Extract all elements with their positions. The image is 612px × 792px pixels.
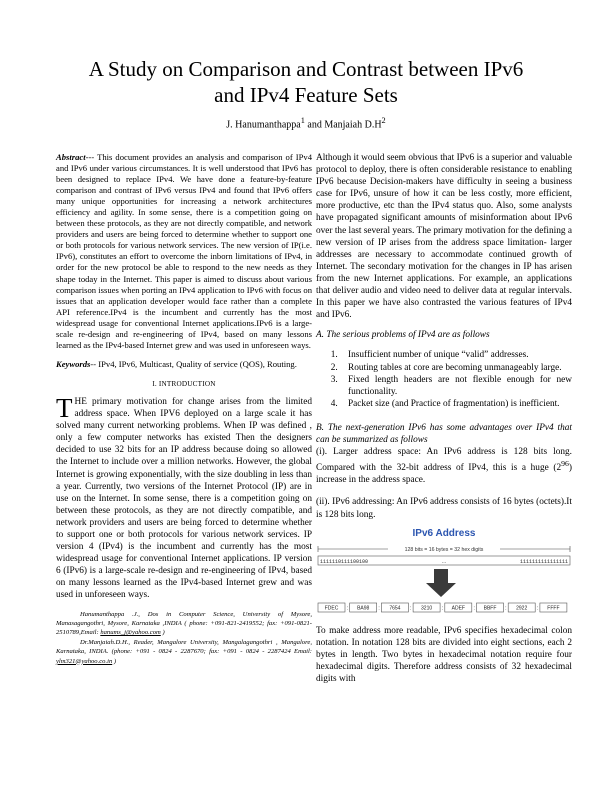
hex-group-label: BBFF — [483, 605, 497, 612]
right-column — [316, 152, 572, 685]
bits-label: 128 bits = 16 bytes = 32 hex digits — [404, 546, 484, 553]
title-line-2: and IPv4 Feature Sets — [214, 83, 398, 107]
problems-list — [316, 349, 572, 409]
hex-group-row — [318, 603, 567, 612]
footnote-2-end: ) — [112, 657, 117, 665]
advantage-1 — [316, 446, 572, 486]
footnote-author-1 — [56, 610, 312, 638]
hex-group-label: ADEF — [451, 605, 465, 612]
keywords — [56, 359, 312, 370]
keywords-label: Keywords-- — [56, 358, 97, 369]
advantage-1-text: (i). Larger address space: An IPv6 address is 128 bits long. Compared with the 32-bit address of IPv4, this is a huge (2 — [316, 447, 572, 474]
arrow-shaft — [434, 569, 448, 583]
binary-dots: … — [441, 558, 447, 565]
footnote-1-email-link[interactable]: hanums_j@yahoo.com — [100, 629, 161, 637]
author-1-sup: 1 — [300, 116, 305, 125]
footnote-author-2 — [56, 638, 312, 666]
introduction-paragraph — [56, 392, 312, 602]
right-paragraph-end: To make address more readable, IPv6 specifies hexadecimal colon notation. In notation 128 bits are divided into eight sections, each 2 bytes in length. Two bytes in hexadecimal notation require four hexadecimal digits. Therefore address consists of 32 hexadecimal digits with — [316, 625, 572, 684]
list-item: 1. Insufficient number of unique “valid” addresses. — [340, 349, 572, 361]
author-line — [40, 116, 572, 130]
binary-right: 1111111111111111 — [519, 558, 568, 565]
abstract — [56, 152, 312, 351]
hex-colon-separator: : — [505, 605, 507, 612]
advantage-1-sup: 96 — [561, 459, 569, 469]
hex-colon-separator: : — [346, 605, 349, 612]
binary-left: 1111110111100100 — [320, 558, 369, 565]
title-line-1: A Study on Comparison and Contrast between IPv6 — [88, 57, 524, 81]
left-column — [56, 152, 312, 666]
author-1: J. Hanumanthappa — [226, 119, 301, 131]
keywords-text: IPv4, IPv6, Multicast, Quality of service (QOS), Routing. — [96, 358, 297, 369]
advantage-1-end: ) increase in the address space. — [316, 463, 572, 486]
introduction-text: HE primary motivation for change arises from the limited address space. When IPV6 deployed on a large scale it has solved many current networking problems. When IP was defined , only a few computer networks has existed Then the designers decided to use 32 bits for an IP address because doing so allowed the Internet to include over a million networks. However, the global Internet is growing exponentially, with the size doubling in less than a year. Currently, two versions of the Internet Protocol (IP) are in use on the Internet. In some sense, there is a competition going on between these protocols, as they are not directly compatible, and network providers and users are being forced to determine whether to support one or both protocols for various network services. IP version 4 (IPv4) is the incumbent and currently has the most widespread usage for conventional Internet applications. IP version 6 (IPv6) is a large-scale re-design and re-engineering of IPv4, based on many lessons learned as the IPv4-based Internet grew and was used in unforeseen ways. — [56, 396, 312, 601]
paper-title — [40, 56, 572, 108]
drop-cap: T — [56, 392, 73, 423]
ipv6-address-diagram — [316, 527, 572, 623]
list-item: 2. Routing tables at core are becoming unmanageably large. — [340, 362, 572, 374]
footnote-1-end: ) — [160, 629, 165, 637]
footnote-2-text: Dr.Manjaiah.D.H., Reader, Mangalore University, Mangalagangothri , Mangalore, Karnataka, INDIA. (phone: +091 - 0824 - 2287670; fax: +091 - 0824 - 2287424 Email: — [56, 638, 312, 656]
subheading-a: A. The serious problems of IPv4 are as follows — [316, 330, 490, 341]
footnote-1-text: Hanumanthappa .J., Dos in Computer Science, University of Mysore, Manasagangothri, Mysore, Karnataka ,INDIA ( phone: +091-821-2419552; fax: +091-0821-2510789,Email: — [56, 610, 312, 637]
hex-group-label: FDEC — [324, 605, 339, 612]
subheading-b: B. The next-generation IPv6 has some advantages over IPv4 that can be summarized as follows — [316, 422, 572, 445]
hex-group-label: 2922 — [516, 605, 528, 612]
author-and: and — [304, 119, 325, 131]
hex-group-label: BA98 — [357, 605, 370, 612]
list-item: 4. Packet size (and Practice of fragmentation) is inefficient. — [340, 398, 572, 410]
author-2-sup: 2 — [381, 116, 386, 125]
hex-colon-separator: : — [441, 605, 444, 612]
hex-colon-separator: : — [473, 605, 475, 612]
footnote-2-email-link[interactable]: ylm321@yahoo.co.in — [56, 657, 113, 665]
hex-group-label: 7654 — [389, 605, 401, 612]
abstract-text: This document provides an analysis and comparison of IPv4 and IPv6 under various circumstances. It is well understood that IPv6 has been designed to replace IPv4. We have done a feature-by-feature comparison and contrast of IPv6 versus IPv4 and found that IPv6 offers many unique opportunities for increasing a network architectures efficiency and agility. In some sense, there is a competition going on between these protocols, as they are not directly compatible, and network providers and users are being forced to determine whether to support one or both protocols for various network services. The new version of IP(i.e. IPv6), constitutes an effort to overcome the inborn limitations of IPv4, in order for the new protocol be able to respond to the new needs as they shape today in the Internet. This paper is aimed to discuss about various comparison issues when porting an IPv4 application to IPv6 with focus on issues that an application developer would face rather than a complete API reference.IPv4 is the incumbent and currently has the most widespread usage for conventional Internet applications.IPv6 is a large-scale re-design and re-engineering of IPv4, based on many lessons learned as the IPv4-based Internet grew and was used in unforeseen ways. — [56, 152, 312, 350]
ipv6-address-figure — [316, 527, 572, 623]
hex-colon-separator: : — [410, 605, 412, 612]
author-2: Manjaiah D.H — [324, 119, 382, 131]
right-paragraph-1: Although it would seem obvious that IPv6 is a superior and valuable protocol to deploy, there is often considerable resistance to enabling IPv6 because Decision-makers have difficulty in seeing a business case for IPv6, unsure of how it can be less costly, more efficient, more productive, etc than the IPv4 status quo. Also, some analysts have propagated significant amounts of misinformation about IPv6 over the last several years. The primary motivation for the defining a new version of IP arises from the address space limitation- larger addresses are necessary to accommodate continued growth of Internet. The secondary motivation for the changes in IP has arisen from the new Internet applications. For example, an applications that deliver audio and video need to deliver data at regular intervals. In this paper we have also contrasted the various features of IPv4 and IPv6. — [316, 153, 572, 321]
abstract-label: Abstract--- — [56, 152, 95, 162]
figure-title: IPv6 Address — [412, 527, 476, 539]
advantage-2: (ii). IPv6 addressing: An IPv6 address consists of 16 bytes (octets).It is 128 bits long. — [316, 497, 572, 520]
list-item: 3. Fixed length headers are not flexible enough for new functionality. — [340, 374, 572, 398]
hex-colon-separator: : — [378, 605, 380, 612]
hex-colon-separator: : — [536, 605, 539, 612]
hex-group-label: 3210 — [421, 605, 433, 612]
down-arrow-icon — [426, 583, 456, 597]
section-heading-introduction: I. INTRODUCTION — [152, 379, 216, 388]
hex-group-label: FFFF — [547, 605, 560, 612]
